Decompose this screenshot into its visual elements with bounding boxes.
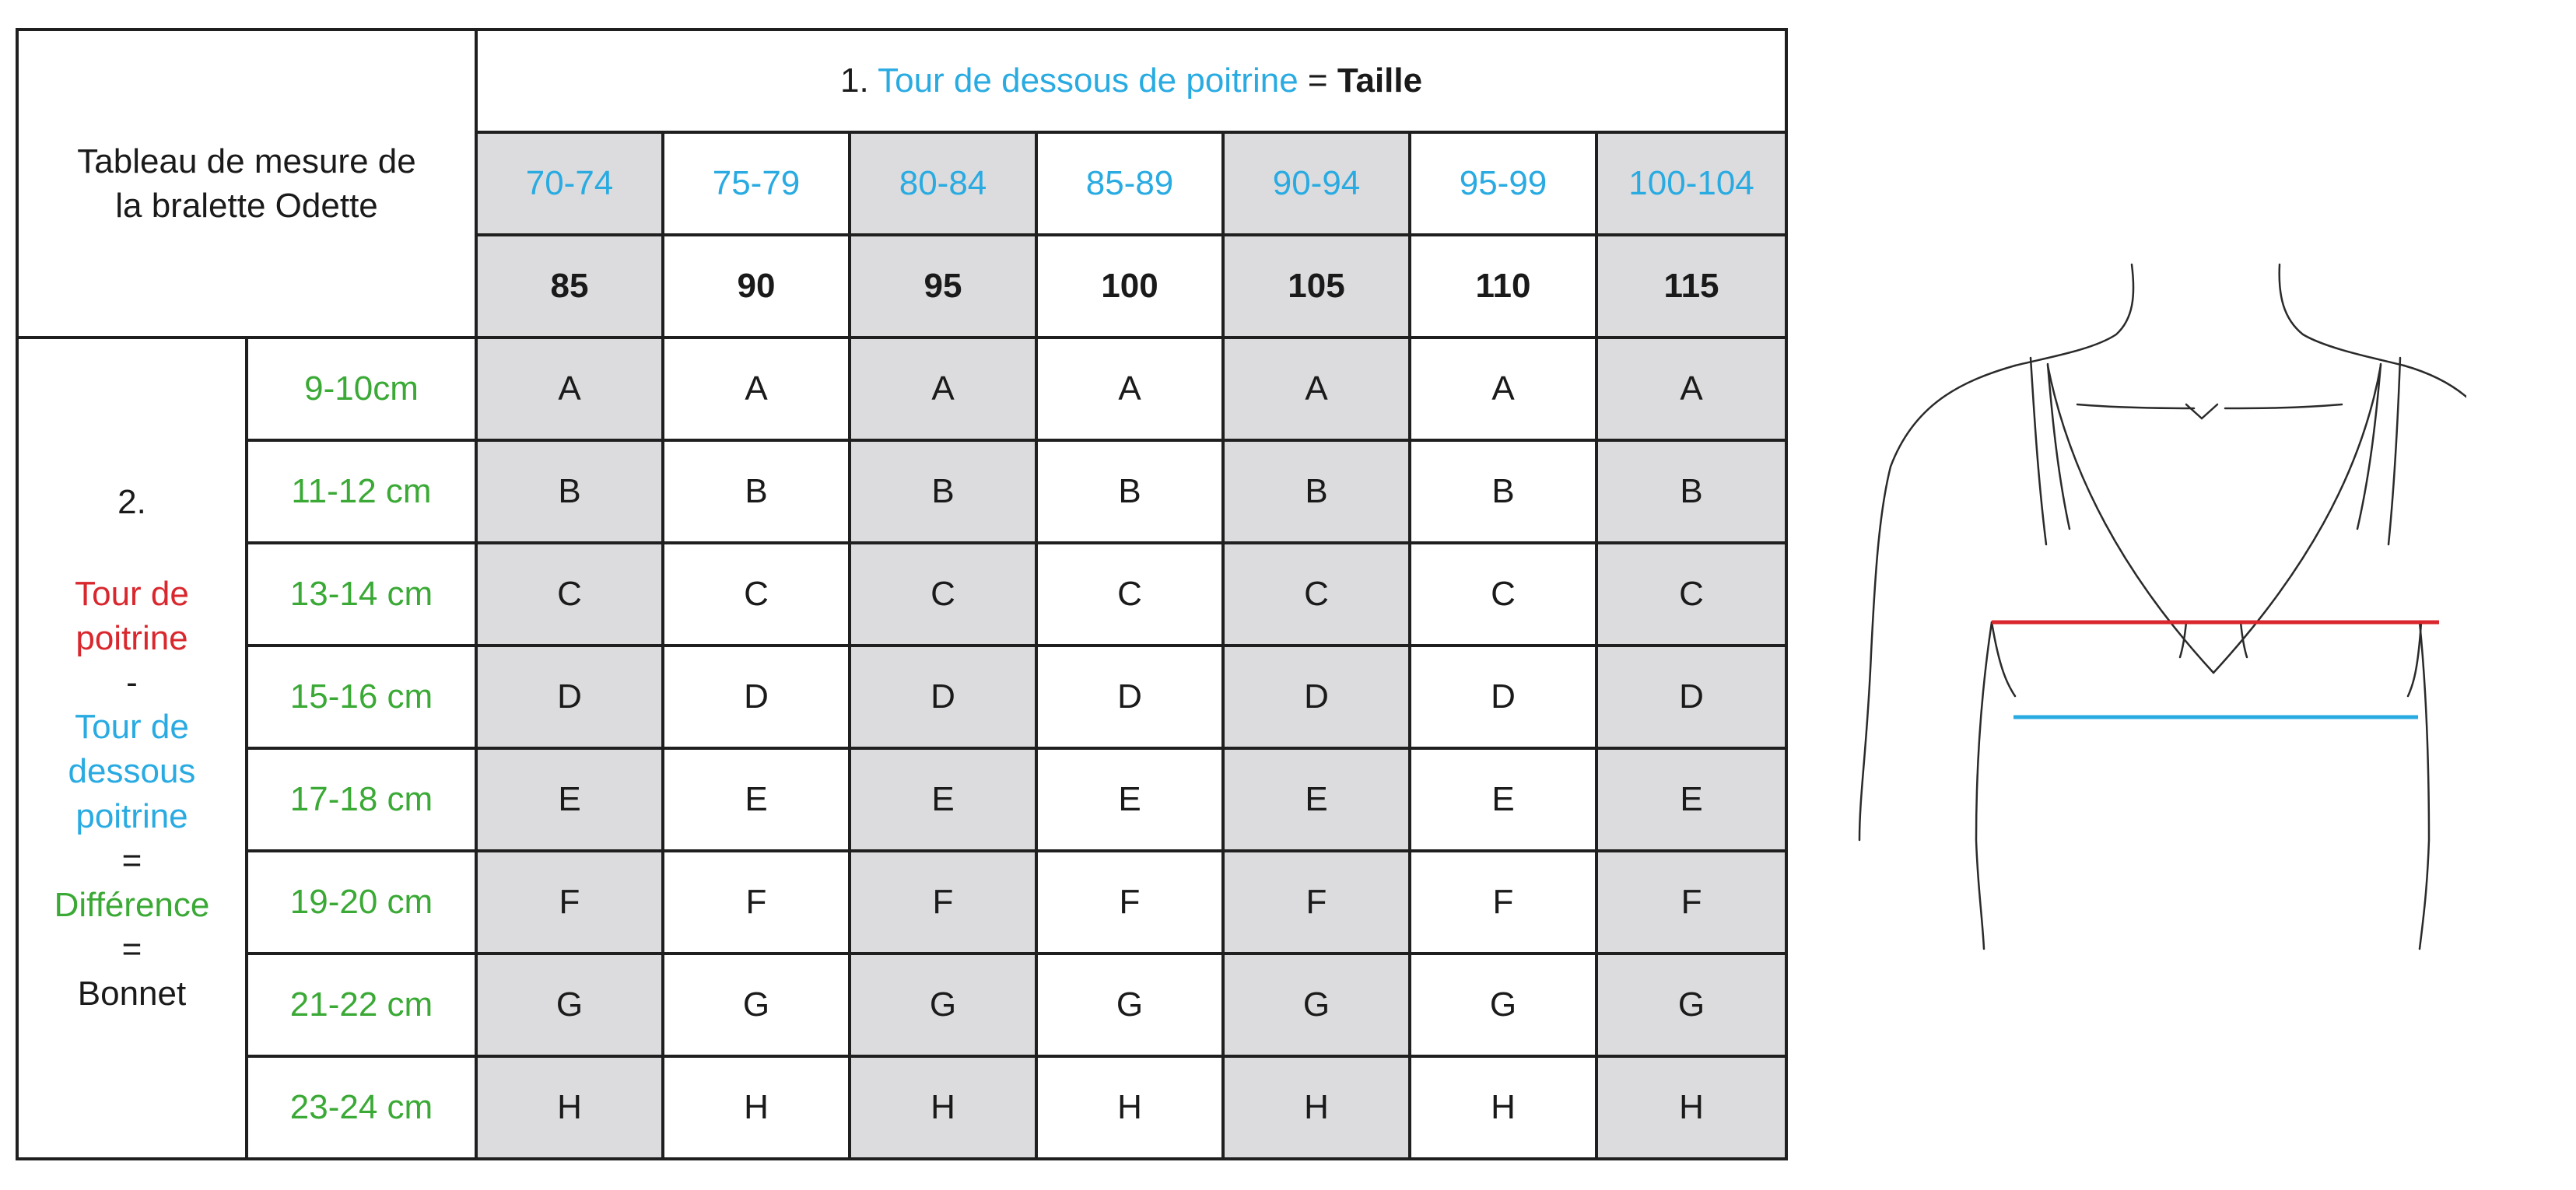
bra-band-right [2408,622,2421,696]
underbust-range-cell: 95-99 [1410,132,1596,235]
cup-letter-cell: B [1596,440,1786,543]
underbust-range-cell: 70-74 [476,132,663,235]
underbust-header [476,30,1786,132]
header-underbust-label: Tour de dessous de poitrine [878,61,1299,100]
cup-row [17,338,1786,440]
cup-letter-cell: F [1223,851,1410,954]
difference-range-cell: 13-14 cm [247,543,476,646]
cup-letter-cell: H [1596,1056,1786,1159]
cup-letter-cell: A [850,338,1036,440]
formula-underbust-line3: poitrine [75,796,188,835]
band-size-cell: 110 [1410,235,1596,338]
cup-letter-cell: D [1410,646,1596,748]
cup-letter-cell: C [1410,543,1596,646]
neck-left-outline [2015,264,2133,366]
cup-letter-cell: D [1596,646,1786,748]
right-strap-inner [2357,364,2381,529]
cup-letter-cell: H [850,1056,1036,1159]
cup-letter-cell: A [663,338,850,440]
cup-letter-cell: D [850,646,1036,748]
cup-formula-label [17,338,247,1159]
cup-letter-cell: B [663,440,850,543]
body-measurement-illustration [1844,249,2466,964]
difference-range-cell: 19-20 cm [247,851,476,954]
right-torso [2420,622,2429,949]
band-size-cell: 105 [1223,235,1410,338]
cup-letter-cell: A [476,338,663,440]
difference-range-cell: 9-10cm [247,338,476,440]
cup-letter-cell: C [476,543,663,646]
table-title-line2: la bralette Odette [115,187,378,225]
neck-right-outline [2280,264,2404,366]
cup-letter-cell: H [1036,1056,1223,1159]
band-size-cell: 85 [476,235,663,338]
underbust-range-cell: 100-104 [1596,132,1786,235]
v-neckline-right [2213,366,2381,673]
underbust-range-cell: 90-94 [1223,132,1410,235]
header-equals: = [1307,61,1328,100]
cup-letter-cell: E [476,748,663,851]
formula-underbust-line1: Tour de [75,708,189,747]
cup-letter-cell: B [1036,440,1223,543]
cup-letter-cell: E [663,748,850,851]
formula-equals-2: = [121,930,142,969]
left-torso [1976,622,1992,949]
cup-row [17,440,1786,543]
cup-letter-cell: D [1036,646,1223,748]
formula-difference: Différence [54,885,210,924]
formula-spacer [19,525,245,572]
header-size-label: Taille [1337,61,1423,100]
cup-letter-cell: E [1036,748,1223,851]
cup-letter-cell: G [1223,954,1410,1056]
size-chart-table [16,28,1788,1160]
cup-letter-cell: B [476,440,663,543]
bra-band-left [1992,622,2015,696]
band-size-cell: 100 [1036,235,1223,338]
cup-letter-cell: D [1223,646,1410,748]
cup-letter-cell: G [476,954,663,1056]
formula-underbust-line2: dessous [68,752,196,791]
formula-number: 2. [117,483,146,522]
cup-letter-cell: H [476,1056,663,1159]
cup-letter-cell: H [1410,1056,1596,1159]
cup-letter-cell: G [850,954,1036,1056]
cup-row [17,954,1786,1056]
collar-notch [2186,404,2217,418]
cup-letter-cell: C [1223,543,1410,646]
right-shoulder-arm [2404,366,2466,840]
collar-line [2077,404,2342,408]
cup-letter-cell: C [1036,543,1223,646]
cup-letter-cell: G [1410,954,1596,1056]
cup-letter-cell: H [663,1056,850,1159]
cup-letter-cell: A [1036,338,1223,440]
left-strap [2031,358,2046,544]
v-neckline-left [2048,366,2213,673]
formula-cup: Bonnet [77,975,187,1013]
left-shoulder-arm [1859,366,2015,840]
table-title [17,30,476,338]
header-number: 1. [839,61,869,100]
cup-letter-cell: F [663,851,850,954]
formula-bust-line2: poitrine [75,618,188,657]
cup-row [17,748,1786,851]
cup-letter-cell: F [476,851,663,954]
cup-letter-cell: B [1223,440,1410,543]
cup-row [17,1056,1786,1159]
cup-letter-cell: B [850,440,1036,543]
underbust-range-cell: 80-84 [850,132,1036,235]
cup-letter-cell: E [1410,748,1596,851]
cup-letter-cell: D [663,646,850,748]
cup-letter-cell: C [663,543,850,646]
cup-letter-cell: A [1223,338,1410,440]
difference-range-cell: 11-12 cm [247,440,476,543]
cup-letter-cell: A [1410,338,1596,440]
cup-letter-cell: F [1036,851,1223,954]
formula-minus: - [126,663,138,702]
right-strap [2388,358,2400,544]
cup-letter-cell: E [1223,748,1410,851]
table-title-line1: Tableau de mesure de [77,142,416,180]
difference-range-cell: 23-24 cm [247,1056,476,1159]
cup-row [17,851,1786,954]
cup-letter-cell: B [1410,440,1596,543]
cup-letter-cell: G [1596,954,1786,1056]
cup-letter-cell: C [850,543,1036,646]
cup-letter-cell: E [850,748,1036,851]
cup-letter-cell: G [663,954,850,1056]
cup-letter-cell: F [850,851,1036,954]
difference-range-cell: 21-22 cm [247,954,476,1056]
cup-letter-cell: F [1596,851,1786,954]
difference-range-cell: 17-18 cm [247,748,476,851]
band-size-cell: 90 [663,235,850,338]
header-row-1 [17,30,1786,132]
formula-equals-1: = [121,841,142,880]
band-size-cell: 95 [850,235,1036,338]
left-strap-inner [2048,364,2070,529]
cup-letter-cell: G [1036,954,1223,1056]
cup-row [17,543,1786,646]
formula-bust-line1: Tour de [75,574,189,613]
underbust-range-cell: 75-79 [663,132,850,235]
cup-letter-cell: E [1596,748,1786,851]
underbust-range-cell: 85-89 [1036,132,1223,235]
cup-letter-cell: F [1410,851,1596,954]
cup-letter-cell: H [1223,1056,1410,1159]
band-size-cell: 115 [1596,235,1786,338]
difference-range-cell: 15-16 cm [247,646,476,748]
cup-letter-cell: A [1596,338,1786,440]
cup-row [17,646,1786,748]
cup-letter-cell: C [1596,543,1786,646]
cup-letter-cell: D [476,646,663,748]
